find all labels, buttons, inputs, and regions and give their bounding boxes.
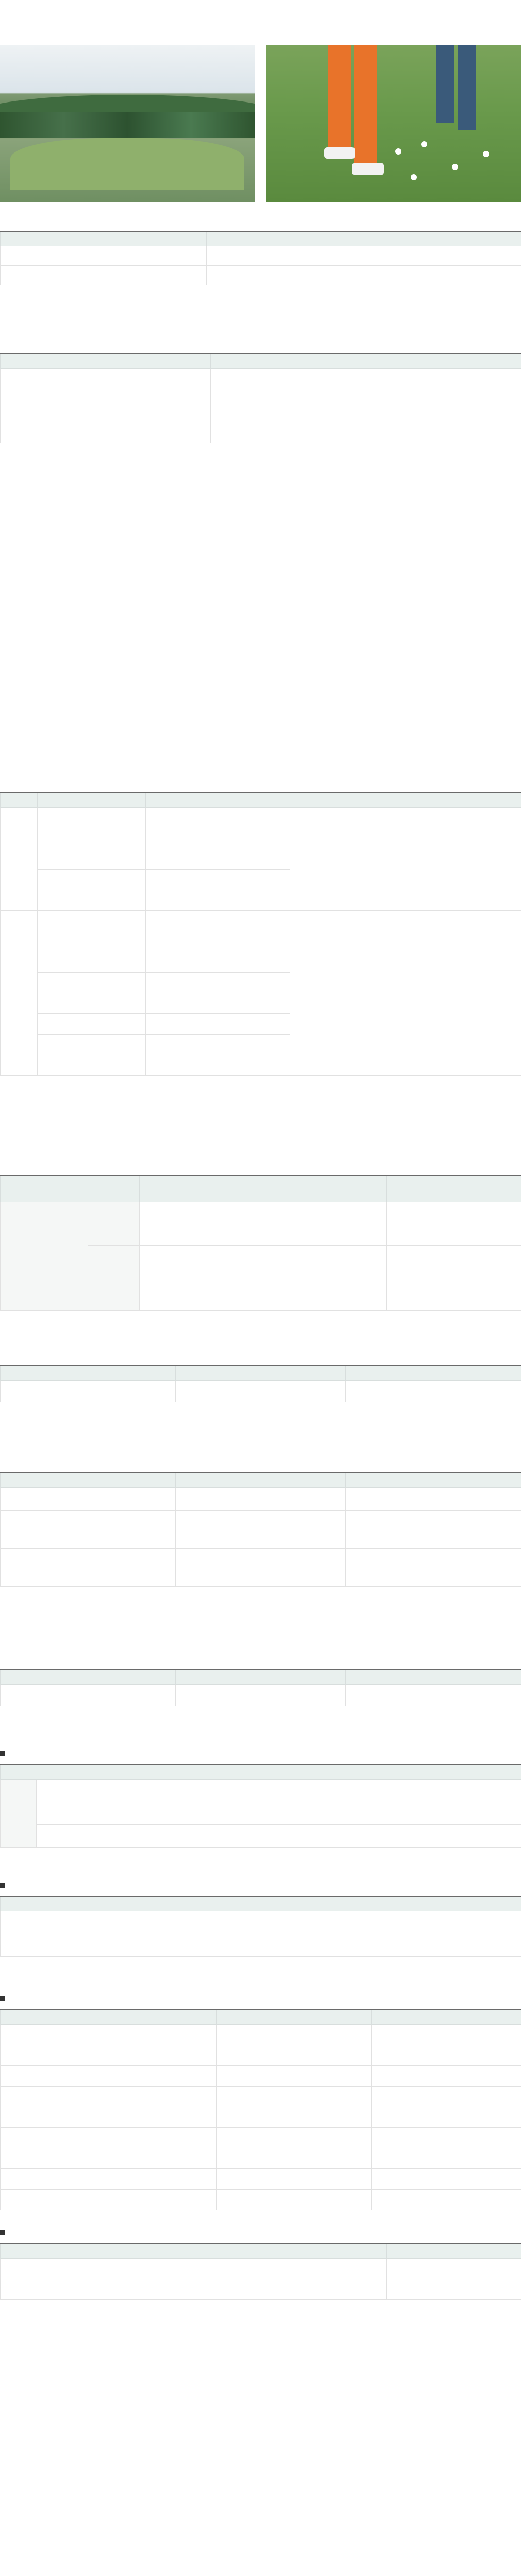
schedule-remark <box>293 846 518 855</box>
note-line <box>0 523 521 532</box>
caddie-grade <box>1 1487 176 1510</box>
schedule-apply <box>146 807 223 828</box>
schedule-header <box>223 793 290 807</box>
caddie-remark <box>349 1571 518 1580</box>
personal-cell <box>37 1824 258 1847</box>
penalty-cell <box>62 2168 217 2189</box>
greens-header <box>1 1175 140 1202</box>
penalty-cell <box>1 2148 62 2168</box>
methods-header <box>1 231 207 246</box>
timing-notes <box>0 466 521 540</box>
note-line <box>0 474 521 482</box>
greens-row-day <box>88 1224 140 1245</box>
caddie-notes <box>0 1602 521 1627</box>
rental-cell <box>176 1684 346 1706</box>
cart-caddie-suspension-title <box>0 2227 8 2238</box>
penalty-cell <box>1 2045 62 2065</box>
cart-header <box>346 1366 521 1380</box>
penalty-cell <box>62 2045 217 2065</box>
greens-cell <box>387 1202 521 1224</box>
penalty-cell <box>1 2168 62 2189</box>
penalty-cell <box>217 2148 372 2168</box>
caddie-fee <box>176 1487 346 1510</box>
greens-cell <box>140 1224 258 1245</box>
schedule-date <box>38 869 146 890</box>
greens-row-day <box>88 1245 140 1267</box>
cart-caddie-header <box>129 2244 258 2258</box>
penalty-cell <box>217 2127 372 2148</box>
personal-suspension-table <box>0 1764 521 1848</box>
website-link[interactable] <box>207 265 521 285</box>
penalty-cell <box>217 2086 372 2107</box>
note-line <box>0 714 521 722</box>
greens-fee-table <box>0 1175 521 1311</box>
methods-header <box>361 231 521 246</box>
schedule-date <box>38 1055 146 1075</box>
greens-row-label <box>1 1224 52 1310</box>
rental-header <box>1 1670 176 1684</box>
cart-caddie-header <box>258 2244 387 2258</box>
note-line <box>0 641 521 649</box>
penalty-cell <box>62 2189 217 2210</box>
caddie-header <box>346 1473 521 1487</box>
cart-caddie-header <box>1 2244 129 2258</box>
cart-cell <box>1 1380 176 1402</box>
schedule-confirm <box>223 993 290 1013</box>
weather-cell <box>1 1934 258 1956</box>
penalty-cell <box>372 2086 521 2107</box>
note-line <box>0 698 521 706</box>
weather-header <box>258 1896 521 1911</box>
schedule-remark <box>290 993 521 1075</box>
penalty-cell <box>372 2127 521 2148</box>
timing-table <box>0 353 521 443</box>
penalty-cell <box>372 2107 521 2127</box>
greens-row-sub <box>52 1289 140 1310</box>
schedule-confirm <box>223 849 290 869</box>
penalty-cell <box>217 2045 372 2065</box>
greens-header <box>258 1175 387 1202</box>
note-line <box>0 490 521 499</box>
personal-cell <box>258 1802 521 1824</box>
note-line <box>0 706 521 714</box>
note-line <box>0 532 521 540</box>
note-line <box>0 507 521 515</box>
schedule-confirm <box>223 1034 290 1055</box>
schedule-confirm <box>223 890 290 910</box>
square-bullet-icon <box>0 1996 5 2001</box>
timing-header <box>56 354 211 368</box>
personal-cell <box>258 1779 521 1802</box>
note-line <box>0 466 521 474</box>
square-bullet-icon <box>0 2230 5 2235</box>
note-line <box>0 515 521 523</box>
greens-cell <box>140 1289 258 1310</box>
note-line <box>0 1619 521 1627</box>
golf-course-photo <box>0 45 255 202</box>
cart-table <box>0 1365 521 1402</box>
cart-caddie-cell <box>1 2258 129 2279</box>
greens-cell <box>258 1202 387 1224</box>
note-line <box>0 1076 521 1084</box>
caddie-fee <box>176 1548 346 1586</box>
note-line <box>0 1092 521 1100</box>
schedule-apply <box>146 1034 223 1055</box>
greens-cell <box>258 1224 387 1245</box>
note-line <box>0 731 521 739</box>
methods-table <box>0 231 521 285</box>
cart-caddie-cell <box>258 2258 387 2279</box>
timing-weekend-line <box>214 388 518 397</box>
greens-row-day <box>88 1267 140 1289</box>
note-line <box>0 1314 521 1322</box>
schedule-confirm <box>223 828 290 849</box>
note-line <box>0 1447 521 1455</box>
timing-category <box>1 368 56 408</box>
page-title <box>0 6 521 25</box>
greens-cell <box>140 1267 258 1289</box>
caddie-remark <box>346 1487 521 1510</box>
square-bullet-icon <box>0 1883 5 1888</box>
square-bullet-icon <box>0 1751 5 1756</box>
caddie-grade <box>1 1510 176 1548</box>
rental-header <box>176 1670 346 1684</box>
penalty-cell <box>1 2189 62 2210</box>
cart-header <box>1 1366 176 1380</box>
schedule-apply <box>146 993 223 1013</box>
caddie-remark <box>349 1563 518 1571</box>
penalty-header <box>217 2010 372 2024</box>
schedule-apply <box>146 910 223 931</box>
penalty-cell <box>62 2127 217 2148</box>
schedule-apply <box>146 952 223 972</box>
penalty-cell <box>372 2065 521 2086</box>
penalty-header <box>372 2010 521 2024</box>
note-line <box>0 722 521 731</box>
schedule-date <box>38 849 146 869</box>
cart-header <box>176 1366 346 1380</box>
penalty-cell <box>217 2189 372 2210</box>
caddie-grade <box>1 1548 176 1586</box>
caddie-header <box>176 1473 346 1487</box>
schedule-apply <box>146 869 223 890</box>
schedule-table <box>0 792 521 1076</box>
schedule-confirm <box>223 931 290 952</box>
schedule-confirm <box>223 972 290 993</box>
greens-cell <box>387 1245 521 1267</box>
caddie-header <box>1 1473 176 1487</box>
schedule-apply <box>146 1055 223 1075</box>
penalty-cell <box>62 2107 217 2127</box>
timing-category <box>1 408 56 443</box>
caddie-remark <box>349 1517 518 1525</box>
weather-header <box>1 1896 258 1911</box>
schedule-remark <box>290 910 521 993</box>
rental-cell <box>1 1684 176 1706</box>
penalty-cell <box>372 2168 521 2189</box>
personal-cell <box>258 1824 521 1847</box>
fees-title <box>0 1116 521 1134</box>
penalty-cell <box>1 2024 62 2045</box>
penalty-cell <box>1 2107 62 2127</box>
greens-header <box>140 1175 258 1202</box>
cart-caddie-cell <box>129 2279 258 2299</box>
caddie-remark <box>349 1533 518 1541</box>
note-line <box>0 633 521 641</box>
note-line <box>0 577 521 585</box>
schedule-apply <box>146 972 223 993</box>
greens-cell <box>387 1289 521 1310</box>
schedule-apply <box>146 890 223 910</box>
weather-suspension-table <box>0 1896 521 1957</box>
timing-weekday <box>56 368 211 408</box>
schedule-notes <box>0 1076 521 1100</box>
greens-cell <box>387 1267 521 1289</box>
greens-cell <box>387 1224 521 1245</box>
cart-cell <box>176 1380 346 1402</box>
timing-header <box>1 354 56 368</box>
schedule-month <box>1 993 38 1075</box>
penalty-header <box>62 2010 217 2024</box>
note-line <box>0 569 521 577</box>
schedule-month <box>1 807 38 910</box>
schedule-header <box>1 793 38 807</box>
penalty-cell <box>62 2024 217 2045</box>
note-line <box>0 624 521 633</box>
schedule-confirm <box>223 910 290 931</box>
personal-group-label <box>1 1802 37 1847</box>
penalty-cell <box>62 2148 217 2168</box>
personal-cell <box>37 1802 258 1824</box>
schedule-date <box>38 828 146 849</box>
schedule-remark <box>293 855 518 863</box>
greens-cell <box>140 1202 258 1224</box>
cart-caddie-cell <box>387 2258 521 2279</box>
note-line <box>0 1084 521 1092</box>
penalty-header <box>1 2010 62 2024</box>
schedule-confirm <box>223 807 290 828</box>
cart-caddie-header <box>387 2244 521 2258</box>
schedule-confirm <box>223 1013 290 1034</box>
schedule-confirm <box>223 1055 290 1075</box>
penalty-cell <box>217 2107 372 2127</box>
greens-row-sub <box>52 1224 88 1289</box>
schedule-apply <box>146 1013 223 1034</box>
note-line <box>0 1602 521 1611</box>
penalty-cell <box>62 2086 217 2107</box>
schedule-header <box>38 793 146 807</box>
schedule-header <box>146 793 223 807</box>
cart-cell <box>346 1380 521 1402</box>
rental-header <box>346 1670 521 1684</box>
penalty-cell <box>62 2065 217 2086</box>
putting-green-photo <box>266 45 521 202</box>
methods-cell <box>1 246 207 265</box>
greens-note <box>0 1314 521 1322</box>
schedule-date <box>38 993 146 1013</box>
greens-cell <box>140 1245 258 1267</box>
rental-cell <box>346 1684 521 1706</box>
timing-weekend-line <box>214 379 518 388</box>
schedule-remark <box>293 871 518 879</box>
caddie-fee <box>176 1510 346 1548</box>
greens-row-label <box>1 1202 140 1224</box>
penalty-cell <box>1 2127 62 2148</box>
note-line <box>0 616 521 624</box>
schedule-header <box>290 793 521 807</box>
schedule-apply <box>146 849 223 869</box>
weather-cell <box>1 1911 258 1934</box>
penalty-cell <box>372 2189 521 2210</box>
personal-group-label <box>1 1779 37 1802</box>
schedule-date <box>38 910 146 931</box>
cart-caddie-cell <box>258 2279 387 2299</box>
timing-weekday <box>56 408 211 443</box>
penalty-cell <box>217 2065 372 2086</box>
rental-table <box>0 1669 521 1706</box>
weather-cell <box>258 1911 521 1934</box>
schedule-apply <box>146 828 223 849</box>
schedule-apply <box>146 931 223 952</box>
schedule-date <box>38 1034 146 1055</box>
cart-caddie-cell <box>1 2279 129 2299</box>
methods-cell <box>207 246 361 265</box>
note-line <box>0 649 521 657</box>
penalty-cell <box>372 2024 521 2045</box>
note-line <box>0 1455 521 1463</box>
cart-caddie-suspension-table <box>0 2243 521 2300</box>
caddie-remark <box>349 1555 518 1563</box>
greens-cell <box>258 1289 387 1310</box>
penalty-cell <box>372 2148 521 2168</box>
note-line <box>0 482 521 490</box>
greens-cell <box>258 1245 387 1267</box>
non-member-notes <box>0 616 521 657</box>
personal-header <box>258 1765 521 1779</box>
greens-cell <box>258 1267 387 1289</box>
group-notes <box>0 569 521 585</box>
personal-suspension-title <box>0 1748 8 1759</box>
note-line <box>0 739 521 747</box>
methods-cell <box>361 246 521 265</box>
penalty-cell <box>217 2024 372 2045</box>
caddie-intro <box>0 1447 521 1463</box>
weather-cell <box>258 1934 521 1956</box>
weekend-notes <box>0 698 521 747</box>
timing-weekend-line <box>214 420 518 430</box>
timing-header <box>211 354 521 368</box>
schedule-confirm <box>223 952 290 972</box>
schedule-remark <box>293 863 518 871</box>
schedule-month <box>1 910 38 993</box>
penalty-cell <box>1 2086 62 2107</box>
schedule-date <box>38 931 146 952</box>
penalty-cell <box>1 2065 62 2086</box>
penalty-title <box>0 1993 8 2004</box>
schedule-date <box>38 807 146 828</box>
schedule-remark <box>293 838 518 846</box>
caddie-remark <box>349 1525 518 1533</box>
penalty-table <box>0 2009 521 2210</box>
penalty-cell <box>372 2045 521 2065</box>
schedule-confirm <box>223 869 290 890</box>
cart-caddie-cell <box>129 2258 258 2279</box>
greens-header <box>387 1175 521 1202</box>
schedule-date <box>38 890 146 910</box>
schedule-date <box>38 1013 146 1034</box>
personal-header <box>1 1765 258 1779</box>
note-line <box>0 499 521 507</box>
methods-cell <box>1 265 207 285</box>
penalty-cell <box>217 2168 372 2189</box>
weather-suspension-title <box>0 1879 8 1891</box>
methods-header <box>207 231 361 246</box>
schedule-date <box>38 952 146 972</box>
personal-cell <box>37 1779 258 1802</box>
schedule-date <box>38 972 146 993</box>
caddie-table <box>0 1472 521 1587</box>
note-line <box>0 1611 521 1619</box>
cart-caddie-cell <box>387 2279 521 2299</box>
